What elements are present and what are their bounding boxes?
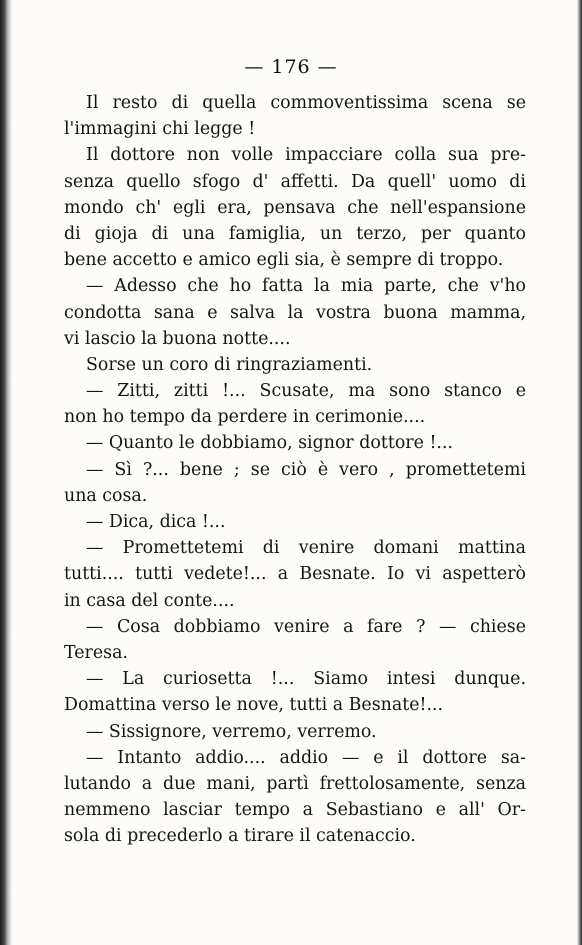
text-line: tutti.... tutti vedete!... a Besnate. Io vi aspetterò — [64, 564, 526, 585]
page-edge — [577, 0, 582, 945]
text-line: Teresa. — [64, 642, 128, 663]
text-line: in casa del conte.... — [64, 590, 235, 611]
text-line: Domattina verso le nove, tutti a Besnate!... — [64, 695, 444, 716]
text-line: — La curiosetta !... Siamo intesi dunque. — [86, 669, 526, 690]
body-text — [64, 90, 526, 849]
text-line: una cosa. — [64, 485, 148, 506]
text-line: condotta sana e salva la vostra buona mamma, — [64, 302, 526, 323]
text-line: bene accetto e amico egli sia, è sempre di troppo. — [64, 250, 504, 271]
text-line: — Sì ?... bene ; se ciò è vero , promettetemi — [86, 459, 526, 480]
text-line: — Dica, dica !... — [86, 512, 226, 532]
binding-shadow — [0, 0, 12, 945]
text-line: — Intanto addio.... addio — e il dottore sa- — [86, 747, 526, 768]
text-line: — Zitti, zitti !... Scusate, ma sono stanco e — [86, 381, 526, 402]
text-line: Sorse un coro di ringraziamenti. — [86, 354, 373, 375]
text-line: Il resto di quella commoventissima scena se — [86, 93, 526, 113]
text-line: — Cosa dobbiamo venire a fare ? — chiese — [86, 616, 526, 637]
text-line: senza quello sfogo d' affetti. Da quell' uomo di — [64, 171, 526, 192]
text-line: vi lascio la buona notte.... — [64, 328, 291, 349]
text-line: — Sissignore, verremo, verremo. — [86, 721, 377, 742]
text-line: — Promettetemi di venire domani mattina — [86, 538, 526, 559]
text-line: non ho tempo da perdere in cerimonie.... — [64, 407, 426, 428]
text-line: lutando a due mani, partì frettolosamente, senza — [64, 773, 526, 794]
text-line: nemmeno lasciar tempo a Sebastiano e all' Or- — [64, 800, 526, 821]
text-line: di gioja di una famiglia, un terzo, per quanto — [64, 223, 526, 244]
text-line: Il dottore non volle impacciare colla sua pre- — [86, 145, 526, 166]
text-line: l'immagini chi legge ! — [64, 119, 256, 140]
text-line: — Adesso che ho fatta la mia parte, che v'ho — [86, 276, 526, 297]
text-line: mondo ch' egli era, pensava che nell'espansione — [64, 197, 526, 218]
page-number: — 176 — — [244, 56, 338, 78]
text-line: sola di precederlo a tirare il catenaccio. — [64, 826, 416, 847]
text-line: — Quanto le dobbiamo, signor dottore !... — [86, 433, 454, 454]
